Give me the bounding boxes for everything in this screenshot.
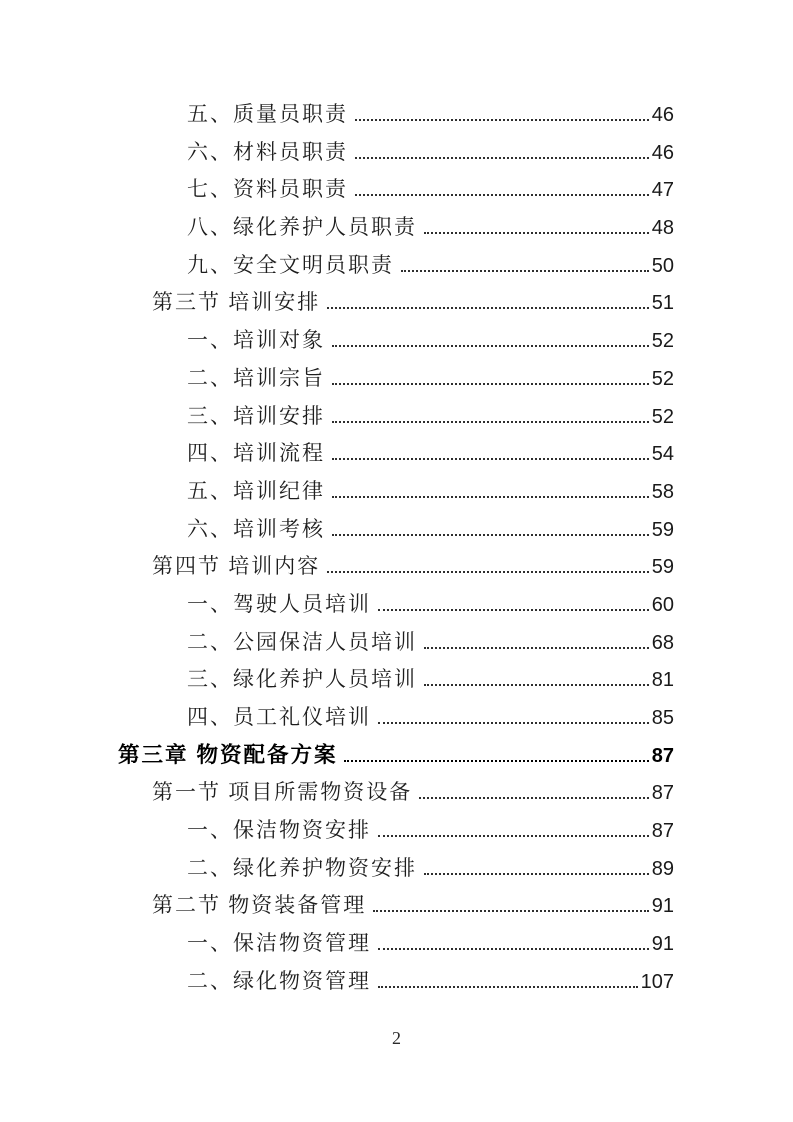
toc-entry[interactable] [118, 963, 674, 1001]
toc-entry[interactable] [118, 774, 674, 812]
toc-entry-label: 二、培训宗旨 [187, 365, 325, 390]
page-number-footer: 2 [392, 1028, 401, 1048]
dot-leader [332, 421, 649, 423]
toc-list [118, 96, 674, 1001]
toc-entry-label: 第一节 项目所需物资设备 [152, 780, 413, 805]
toc-entry-label: 二、公园保洁人员培训 [187, 629, 417, 654]
toc-entry-label: 三、绿化养护人员培训 [187, 667, 417, 692]
dot-leader [424, 873, 649, 875]
toc-entry-label: 四、培训流程 [187, 441, 325, 466]
toc-entry-label: 七、资料员职责 [187, 177, 348, 202]
toc-entry[interactable] [118, 887, 674, 925]
toc-entry-page: 58 [651, 480, 674, 503]
toc-entry[interactable] [118, 812, 674, 850]
toc-entry[interactable] [118, 96, 674, 134]
toc-entry-page: 85 [651, 707, 674, 729]
dot-leader [332, 345, 649, 347]
toc-entry[interactable] [118, 925, 674, 963]
toc-entry[interactable] [118, 624, 674, 662]
toc-entry[interactable] [118, 322, 674, 360]
toc-entry[interactable] [118, 247, 674, 285]
toc-entry-page: 89 [651, 857, 674, 880]
toc-entry-label: 八、绿化养护人员职责 [187, 215, 417, 240]
toc-entry-page: 81 [651, 669, 674, 692]
toc-entry[interactable] [118, 737, 674, 775]
toc-entry-label: 五、质量员职责 [187, 102, 348, 126]
dot-leader [355, 119, 649, 121]
dot-leader [355, 157, 649, 159]
dot-leader [401, 270, 649, 272]
toc-entry[interactable] [118, 586, 674, 624]
dot-leader [373, 910, 649, 912]
toc-entry-page: 87 [651, 820, 674, 843]
toc-entry-label: 六、培训考核 [187, 516, 325, 541]
toc-entry-page: 47 [651, 179, 674, 202]
dot-leader [332, 534, 649, 536]
toc-entry-page: 46 [651, 104, 674, 126]
toc-entry[interactable] [118, 850, 674, 888]
toc-entry-label: 第四节 培训内容 [152, 554, 321, 579]
toc-entry[interactable] [118, 661, 674, 699]
toc-entry[interactable] [118, 134, 674, 172]
dot-leader [332, 383, 649, 385]
toc-entry[interactable] [118, 171, 674, 209]
toc-entry-page: 54 [651, 443, 674, 466]
dot-leader [327, 307, 649, 309]
toc-entry-page: 59 [651, 518, 674, 541]
toc-entry[interactable] [118, 360, 674, 398]
dot-leader [419, 797, 649, 799]
toc-entry-label: 一、保洁物资管理 [187, 931, 371, 956]
toc-entry-label: 二、绿化物资管理 [187, 968, 371, 993]
dot-leader [327, 571, 649, 573]
dot-leader [378, 948, 649, 950]
toc-entry-label: 第三节 培训安排 [152, 290, 321, 315]
toc-entry[interactable] [118, 284, 674, 322]
toc-entry-label: 四、员工礼仪培训 [187, 705, 371, 729]
toc-entry-page: 91 [651, 933, 674, 956]
toc-entry[interactable] [118, 398, 674, 436]
toc-entry[interactable] [118, 548, 674, 586]
toc-entry-label: 九、安全文明员职责 [187, 252, 394, 277]
dot-leader [332, 458, 649, 460]
dot-leader [355, 194, 649, 196]
toc-entry-page: 48 [651, 217, 674, 240]
dot-leader [378, 986, 638, 988]
toc-entry-page: 52 [651, 405, 674, 428]
toc-entry-page: 51 [651, 292, 674, 315]
toc-entry-page: 46 [651, 141, 674, 164]
toc-entry-page: 60 [651, 593, 674, 616]
toc-entry-page: 91 [651, 895, 674, 918]
toc-entry-label: 二、绿化养护物资安排 [187, 855, 417, 880]
toc-entry-label: 三、培训安排 [187, 403, 325, 428]
toc-entry-label: 六、材料员职责 [187, 139, 348, 164]
toc-entry[interactable] [118, 473, 674, 511]
dot-leader [378, 722, 649, 724]
toc-entry[interactable] [118, 209, 674, 247]
dot-leader [378, 835, 649, 837]
toc-entry-page: 50 [651, 254, 674, 277]
toc-entry[interactable] [118, 699, 674, 737]
toc-entry-label: 一、培训对象 [187, 328, 325, 353]
toc-entry-page: 107 [640, 970, 674, 993]
toc-entry-label: 第二节 物资装备管理 [152, 893, 367, 918]
dot-leader [344, 760, 648, 762]
toc-entry-label: 一、驾驶人员培训 [187, 591, 371, 616]
toc-entry[interactable] [118, 435, 674, 473]
dot-leader [378, 609, 649, 611]
dot-leader [424, 647, 649, 649]
toc-entry-label: 第三章 物资配备方案 [118, 742, 338, 767]
dot-leader [424, 684, 649, 686]
toc-entry-page: 87 [651, 744, 674, 767]
toc-entry-page: 52 [651, 367, 674, 390]
toc-entry[interactable] [118, 511, 674, 549]
toc-entry-label: 五、培训纪律 [187, 478, 325, 503]
toc-entry-page: 87 [651, 782, 674, 805]
dot-leader [332, 496, 649, 498]
dot-leader [424, 232, 649, 234]
toc-entry-page: 68 [651, 631, 674, 654]
toc-entry-page: 59 [651, 556, 674, 579]
toc-entry-label: 一、保洁物资安排 [187, 818, 371, 843]
toc-entry-page: 52 [651, 330, 674, 353]
